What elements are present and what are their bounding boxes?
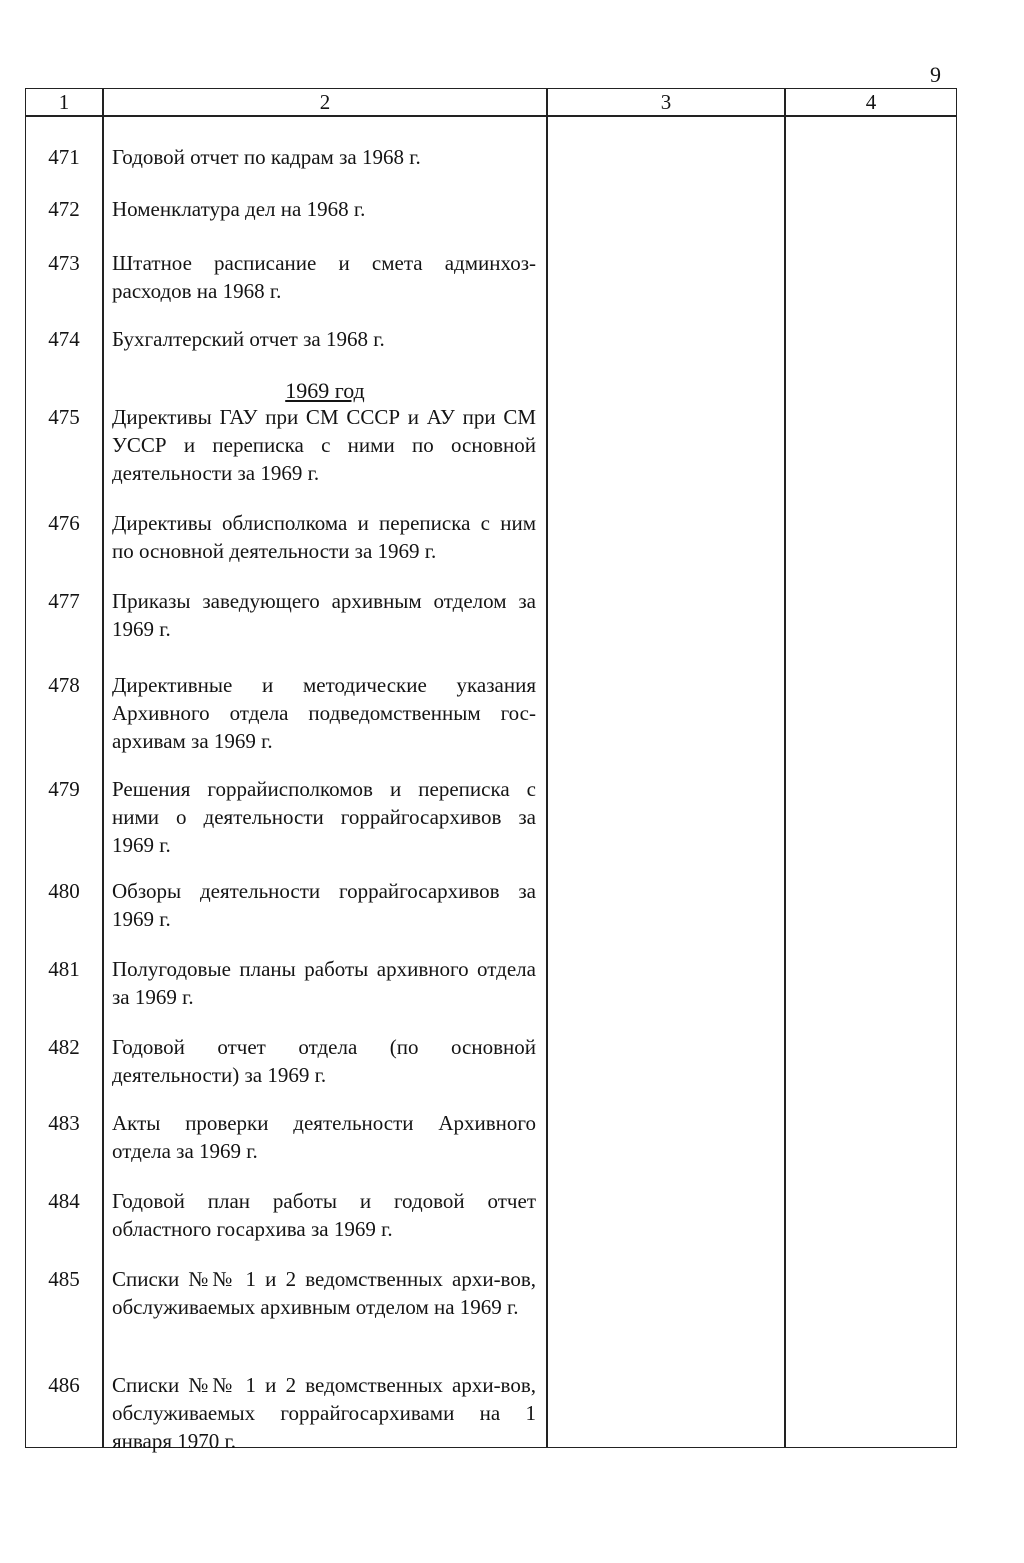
column-header-4: 4 <box>865 90 877 114</box>
item-number: 479 <box>48 777 80 801</box>
item-number: 475 <box>48 405 80 429</box>
item-title: Директивы ГАУ при СМ СССР и АУ при СМ УССР и переписка с ними по основной деятельности за 1969 г. <box>112 405 536 485</box>
column-divider <box>102 89 104 1447</box>
item-number: 476 <box>48 511 80 535</box>
item-title: Номенклатура дел на 1968 г. <box>112 197 366 221</box>
item-number: 486 <box>48 1373 80 1397</box>
item-title: Бухгалтерский отчет за 1968 г. <box>112 327 385 351</box>
item-title: Годовой план работы и годовой отчет областного госархива за 1969 г. <box>112 1189 536 1241</box>
item-title: Полугодовые планы работы архивного отдела за 1969 г. <box>112 957 536 1009</box>
column-header-1: 1 <box>58 90 70 114</box>
item-number: 485 <box>48 1267 80 1291</box>
item-number: 481 <box>48 957 80 981</box>
header-rule <box>26 115 956 117</box>
item-number: 480 <box>48 879 80 903</box>
item-title: Годовой отчет по кадрам за 1968 г. <box>112 145 421 169</box>
item-title: Годовой отчет отдела (по основной деятельности) за 1969 г. <box>112 1035 536 1087</box>
column-header-2: 2 <box>319 90 331 114</box>
item-number: 484 <box>48 1189 80 1213</box>
section-heading-1969: 1969 год <box>285 378 365 403</box>
item-title: Директивные и методические указания Архивного отдела подведомственным гос-архивам за 1969 г. <box>112 673 536 753</box>
item-title: Штатное расписание и смета админхоз-расходов на 1968 г. <box>112 251 536 303</box>
item-title: Директивы облисполкома и переписка с ним по основной деятельности за 1969 г. <box>112 511 536 563</box>
item-number: 472 <box>48 197 80 221</box>
inventory-table <box>25 88 957 1453</box>
item-number: 477 <box>48 589 80 613</box>
item-title: Списки №№ 1 и 2 ведомственных архи-вов, обслуживаемых горрайгосархивами на 1 января 1970 г. <box>112 1373 536 1453</box>
column-divider <box>784 89 786 1447</box>
item-number: 483 <box>48 1111 80 1135</box>
item-number: 474 <box>48 327 80 351</box>
item-title: Обзоры деятельности горрайгосархивов за 1969 г. <box>112 879 536 931</box>
item-title: Решения горрайисполкомов и переписка с ними о деятельности горрайгосархивов за 1969 г. <box>112 777 536 857</box>
item-number: 478 <box>48 673 80 697</box>
column-divider <box>546 89 548 1447</box>
item-title: Приказы заведующего архивным отделом за 1969 г. <box>112 589 536 641</box>
item-number: 482 <box>48 1035 80 1059</box>
item-number: 473 <box>48 251 80 275</box>
column-header-3: 3 <box>660 90 672 114</box>
page-number: 9 <box>930 62 941 87</box>
item-number: 471 <box>48 145 80 169</box>
item-title: Акты проверки деятельности Архивного отдела за 1969 г. <box>112 1111 536 1163</box>
item-title: Списки №№ 1 и 2 ведомственных архи-вов, обслуживаемых архивным отделом на 1969 г. <box>112 1267 536 1319</box>
